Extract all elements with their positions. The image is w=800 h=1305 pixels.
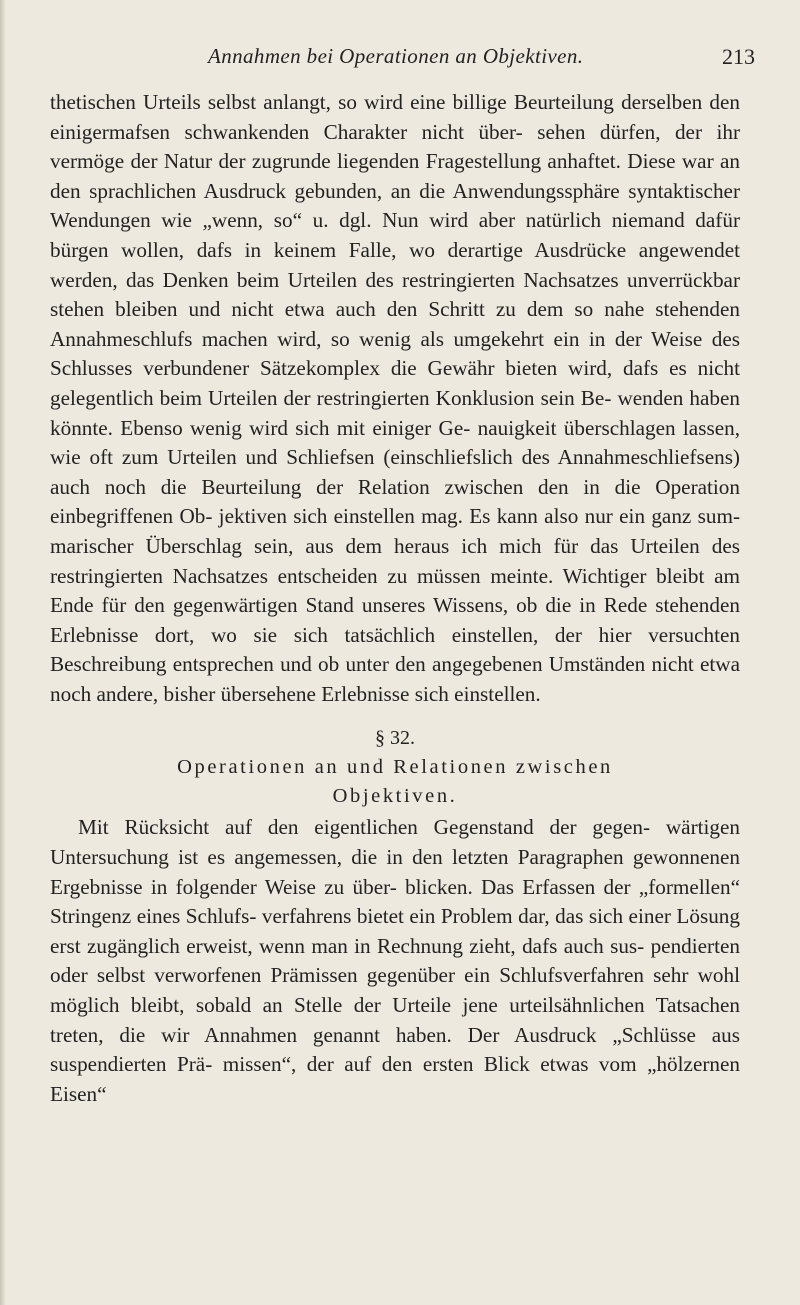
paragraph-section-start: Mit Rücksicht auf den eigentlichen Gegenstand der gegen- wärtigen Untersuchung ist es angemessen, die in den letzten Paragraphen gewonnenen Ergebnisse in folgender Weise zu über- blicken. Das Erfassen der „formellen“ Stringenz eines Schlufs- verfahrens bietet ein Problem dar, das sich einer Lösung erst zugänglich erweist, wenn man in Rechnung zieht, dafs auch sus- pendierten oder selbst verworfenen Prämissen gegenüber ein Schlufsverfahren sehr wohl möglich bleibt, sobald an Stelle der Urteile jene urteilsähnlichen Tatsachen treten, die wir Annahmen genannt haben. Der Ausdruck „Schlüsse aus suspendierten Prä- missen“, der auf den ersten Blick etwas vom „hölzernen Eisen“: [50, 815, 740, 1106]
section-title-line-1: Operationen an und Relationen zwischen: [177, 756, 613, 779]
page-header: [90, 44, 755, 78]
section-number: § 32.: [375, 727, 415, 750]
body-text: [50, 88, 740, 1109]
running-head: Annahmen bei Operationen an Objektiven.: [208, 44, 584, 68]
page-spine-shadow: [0, 0, 6, 1305]
page-number: 213: [722, 44, 755, 69]
paragraph-continued: thetischen Urteils selbst anlangt, so wird eine billige Beurteilung derselben den einigermafsen schwankenden Charakter nicht über- sehen dürfen, der ihr vermöge der Natur der zugrunde liegenden Fragestellung anhaftet. Diese war an den sprachlichen Ausdruck gebunden, an die Anwendungssphäre syntaktischer Wendungen wie „wenn, so“ u. dgl. Nun wird aber natürlich niemand dafür bürgen wollen, dafs in keinem Falle, wo derartige Ausdrücke angewendet werden, das Denken beim Urteilen des restringierten Nachsatzes unverrückbar stehen bleiben und nicht etwa auch den Schritt zu dem so nahe stehenden Annahmeschlufs machen wird, so wenig als umgekehrt ein in der Weise des Schlusses verbundener Sätzekomplex die Gewähr bieten wird, dafs es nicht gelegentlich beim Urteilen der restringierten Konklusion sein Be- wenden haben könnte. Ebenso wenig wird sich mit einiger Ge- nauigkeit überschlagen lassen, wie oft zum Urteilen und Schliefsen (einschliefslich des Annahmeschliefsens) auch noch die Beurteilung der Relation zwischen den in die Operation einbegriffenen Ob- jektiven sich einstellen mag. Es kann also nur ein ganz sum- marischer Überschlag sein, aus dem heraus ich mich für das Urteilen des restringierten Nachsatzes entscheiden zu müssen meinte. Wichtiger bleibt am Ende für den gegenwärtigen Stand unseres Wissens, ob die in Rede stehenden Erlebnisse dort, wo sie sich tatsächlich einstellen, der hier versuchten Beschreibung entsprechen und ob unter den angegebenen Umständen nicht etwa noch andere, bisher übersehene Erlebnisse sich einstellen.: [50, 90, 740, 706]
section-title: [50, 753, 740, 811]
section-title-line-2: Objektiven.: [332, 785, 458, 808]
